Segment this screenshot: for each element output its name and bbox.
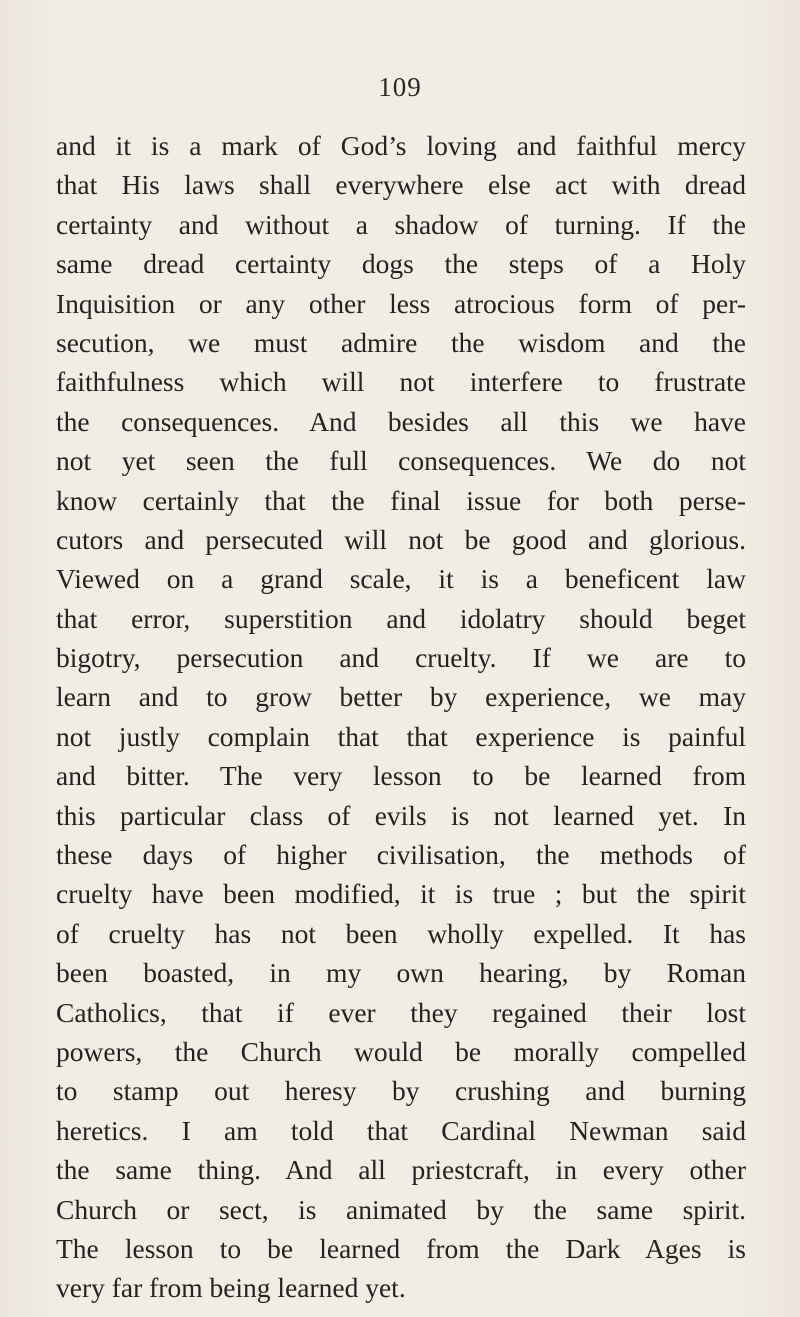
text-line: certainty and without a shadow of turning. If the: [56, 208, 746, 240]
text-line: cruelty have been modified, it is true ; but the spirit: [56, 878, 746, 910]
text-line: and it is a mark of God’s loving and faithful mercy: [56, 130, 746, 161]
text-line: Catholics, that if ever they regained their lost: [56, 996, 746, 1028]
text-line: cutors and persecuted will not be good and glorious.: [56, 523, 746, 555]
text-line: bigotry, persecution and cruelty. If we are to: [56, 642, 746, 674]
text-line: powers, the Church would be morally compelled: [56, 1035, 746, 1067]
text-line: faithfulness which will not interfere to frustrate: [56, 366, 746, 398]
text-line: heretics. I am told that Cardinal Newman said: [56, 1114, 746, 1146]
text-line: that error, superstition and idolatry should beget: [56, 602, 746, 634]
text-line: Church or sect, is animated by the same spirit.: [56, 1193, 746, 1225]
text-line: very far from being learned yet.: [56, 1272, 406, 1304]
text-line: the same thing. And all priestcraft, in every other: [56, 1154, 746, 1186]
text-line: Inquisition or any other less atrocious form of per-: [56, 287, 746, 319]
text-line: same dread certainty dogs the steps of a Holy: [56, 248, 746, 280]
text-line: not yet seen the full consequences. We do not: [56, 445, 746, 477]
text-line: to stamp out heresy by crushing and burning: [56, 1075, 746, 1107]
text-line: the consequences. And besides all this we have: [56, 405, 746, 437]
page-number: 109: [378, 72, 422, 102]
text-line: that His laws shall everywhere else act with dread: [56, 169, 746, 201]
text-line: The lesson to be learned from the Dark Ages is: [56, 1232, 746, 1264]
text-line: learn and to grow better by experience, we may: [56, 681, 746, 713]
text-line: these days of higher civilisation, the methods of: [56, 839, 746, 871]
text-line: been boasted, in my own hearing, by Roman: [56, 957, 746, 989]
body-text: [56, 126, 746, 1308]
text-line: of cruelty has not been wholly expelled. It has: [56, 917, 746, 949]
text-line: this particular class of evils is not learned yet. In: [56, 799, 746, 831]
text-line: know certainly that the final issue for both perse-: [56, 484, 746, 516]
text-line: not justly complain that that experience is painful: [56, 720, 746, 752]
text-line: Viewed on a grand scale, it is a beneficent law: [56, 563, 746, 595]
text-line: and bitter. The very lesson to be learned from: [56, 760, 746, 792]
text-line: secution, we must admire the wisdom and the: [56, 326, 746, 358]
